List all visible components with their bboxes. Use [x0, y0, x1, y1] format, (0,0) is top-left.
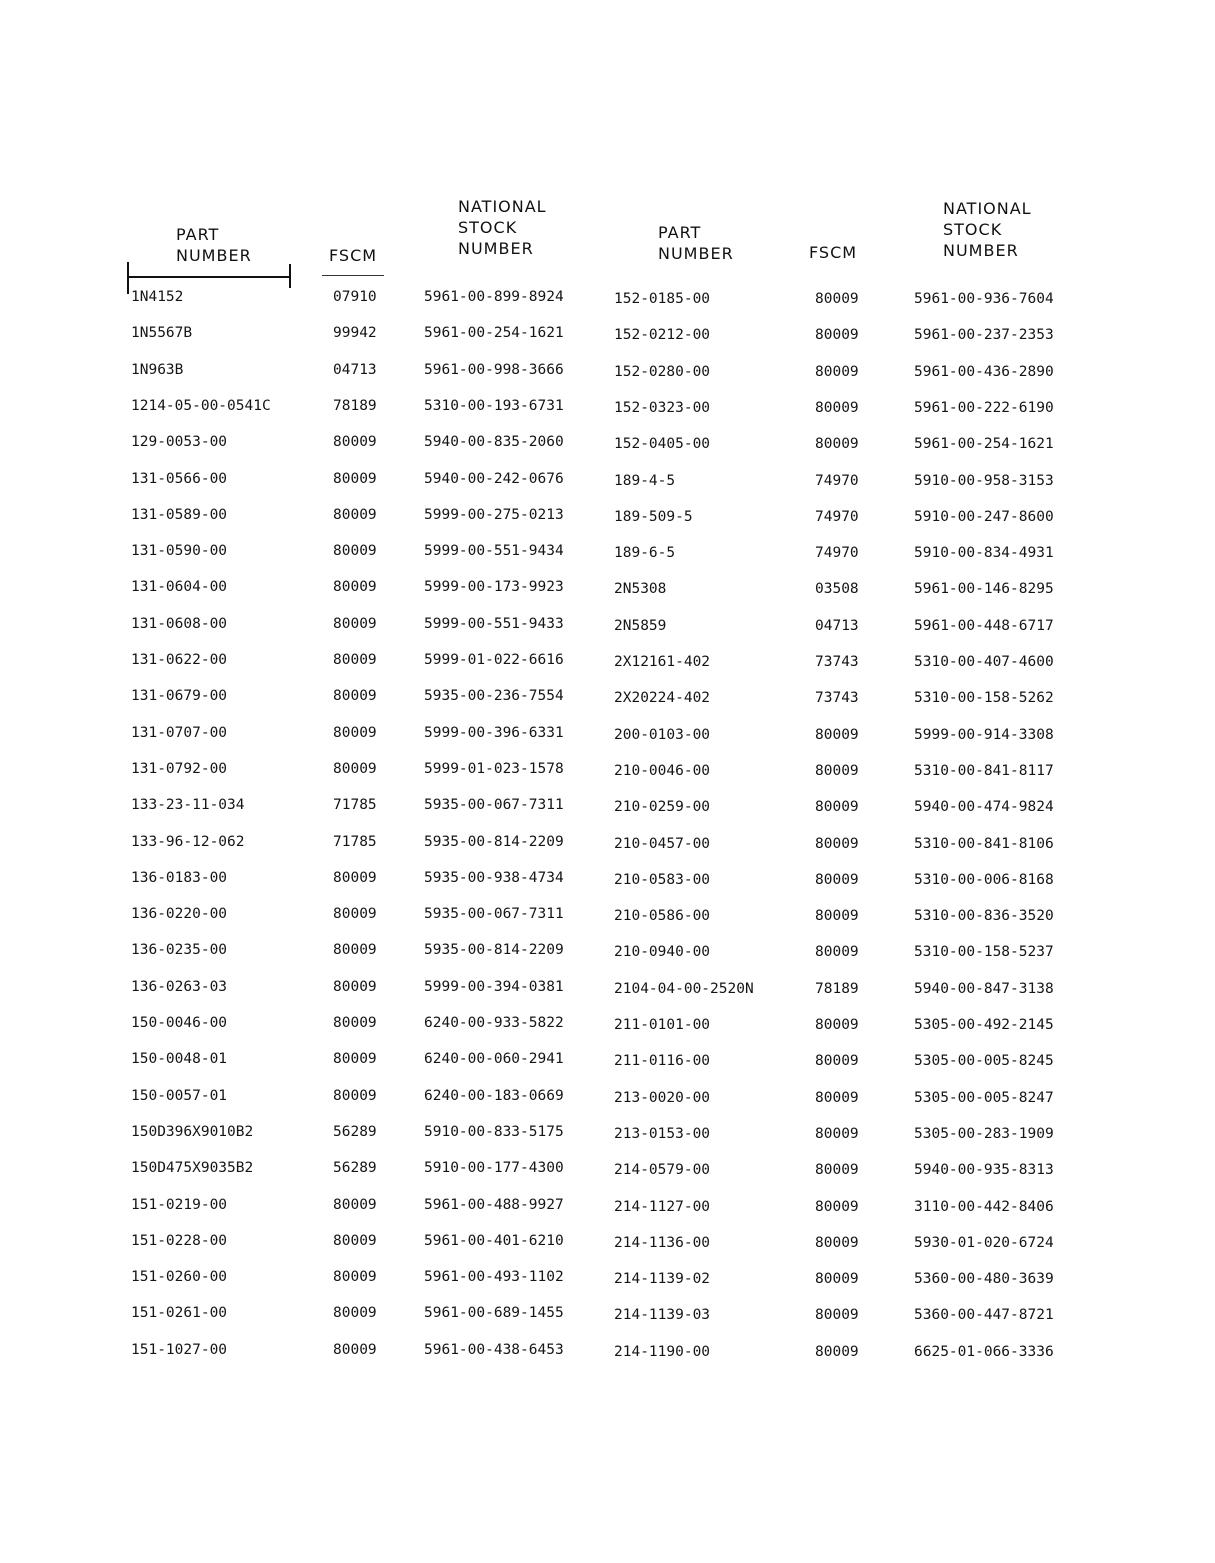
part-rule-right-tick — [289, 264, 291, 288]
left-part-number-cell: 129-0053-00 — [131, 434, 228, 450]
left-part-number-cell: 136-0263-03 — [131, 979, 228, 995]
right-part-number-cell: 214-1190-00 — [614, 1344, 711, 1360]
left-national-stock-number-cell: 5961-00-689-1455 — [424, 1305, 564, 1321]
right-fscm-cell: 74970 — [815, 545, 859, 561]
header-line: PART — [176, 225, 220, 244]
right-fscm-cell: 80009 — [815, 908, 859, 924]
right-national-stock-number-cell: 5961-00-237-2353 — [914, 327, 1054, 343]
right-fscm-cell: 74970 — [815, 509, 859, 525]
right-national-stock-number-cell: 5910-00-834-4931 — [914, 545, 1054, 561]
right-national-stock-number-cell: 5310-00-006-8168 — [914, 872, 1054, 888]
left-part-number-cell: 150D396X9010B2 — [131, 1124, 254, 1140]
right-part-number-cell: 210-0940-00 — [614, 944, 711, 960]
right-fscm-cell: 80009 — [815, 364, 859, 380]
left-national-stock-number-cell: 5961-00-998-3666 — [424, 362, 564, 378]
right-part-number-cell: 213-0153-00 — [614, 1126, 711, 1142]
right-national-stock-number-cell: 5305-00-283-1909 — [914, 1126, 1054, 1142]
right-national-stock-number-cell: 5961-00-254-1621 — [914, 436, 1054, 452]
right-fscm-cell: 80009 — [815, 1053, 859, 1069]
right-fscm-cell: 80009 — [815, 1126, 859, 1142]
right-fscm-cell: 80009 — [815, 1199, 859, 1215]
right-fscm-cell: 73743 — [815, 690, 859, 706]
left-fscm-header — [329, 245, 377, 266]
left-national-stock-number-cell: 5999-01-023-1578 — [424, 761, 564, 777]
right-part-number-cell: 152-0323-00 — [614, 400, 711, 416]
right-fscm-cell: 80009 — [815, 1162, 859, 1178]
right-part-number-cell: 152-0280-00 — [614, 364, 711, 380]
header-line: NUMBER — [943, 241, 1019, 260]
right-national-stock-number-cell: 5310-00-841-8117 — [914, 763, 1054, 779]
header-line: NATIONAL — [458, 197, 547, 216]
part-number-rule — [127, 276, 291, 278]
left-national-stock-number-cell: 5910-00-833-5175 — [424, 1124, 564, 1140]
right-part-number-cell: 210-0046-00 — [614, 763, 711, 779]
right-fscm-cell: 78189 — [815, 981, 859, 997]
right-fscm-cell: 80009 — [815, 872, 859, 888]
right-national-stock-number-cell: 5940-00-935-8313 — [914, 1162, 1054, 1178]
right-fscm-cell: 80009 — [815, 327, 859, 343]
right-national-stock-number-cell: 5310-00-836-3520 — [914, 908, 1054, 924]
left-fscm-cell: 80009 — [333, 434, 377, 450]
right-part-number-cell: 211-0116-00 — [614, 1053, 711, 1069]
fscm-rule — [322, 275, 384, 276]
left-national-stock-number-cell: 5935-00-236-7554 — [424, 688, 564, 704]
left-part-number-cell: 131-0707-00 — [131, 725, 228, 741]
left-national-stock-number-cell: 5999-00-275-0213 — [424, 507, 564, 523]
left-part-number-cell: 151-0219-00 — [131, 1197, 228, 1213]
right-part-number-cell: 214-1127-00 — [614, 1199, 711, 1215]
left-national-stock-number-cell: 5935-00-814-2209 — [424, 834, 564, 850]
left-fscm-cell: 80009 — [333, 579, 377, 595]
right-fscm-cell: 80009 — [815, 836, 859, 852]
left-part-number-cell: 131-0622-00 — [131, 652, 228, 668]
left-part-number-cell: 131-0566-00 — [131, 471, 228, 487]
left-part-number-cell: 131-0590-00 — [131, 543, 228, 559]
left-national-stock-number-cell: 6240-00-183-0669 — [424, 1088, 564, 1104]
right-part-number-cell: 210-0457-00 — [614, 836, 711, 852]
left-fscm-cell: 80009 — [333, 543, 377, 559]
right-national-stock-number-cell: 5961-00-436-2890 — [914, 364, 1054, 380]
left-national-stock-number-cell: 5961-00-488-9927 — [424, 1197, 564, 1213]
header-line: NUMBER — [176, 246, 252, 265]
left-fscm-cell: 99942 — [333, 325, 377, 341]
right-fscm-cell: 80009 — [815, 400, 859, 416]
left-fscm-cell: 78189 — [333, 398, 377, 414]
part-rule-left-tick — [127, 262, 129, 294]
left-part-number-cell: 1N5567B — [131, 325, 193, 341]
right-fscm-cell: 74970 — [815, 473, 859, 489]
left-fscm-cell: 56289 — [333, 1160, 377, 1176]
header-line: NATIONAL — [943, 199, 1032, 218]
left-part-number-cell: 151-0261-00 — [131, 1305, 228, 1321]
left-fscm-cell: 80009 — [333, 471, 377, 487]
left-national-stock-number-cell: 5999-00-551-9433 — [424, 616, 564, 632]
right-fscm-cell: 04713 — [815, 618, 859, 634]
left-national-stock-number-cell: 5999-00-173-9923 — [424, 579, 564, 595]
left-part-number-cell: 1N4152 — [131, 289, 184, 305]
right-fscm-header — [809, 242, 857, 263]
left-part-number-header — [176, 224, 252, 266]
left-national-stock-number-cell: 5310-00-193-6731 — [424, 398, 564, 414]
right-fscm-cell: 80009 — [815, 436, 859, 452]
left-part-number-cell: 150-0057-01 — [131, 1088, 228, 1104]
left-part-number-cell: 150D475X9035B2 — [131, 1160, 254, 1176]
left-part-number-cell: 136-0183-00 — [131, 870, 228, 886]
right-national-stock-number-cell: 5910-00-958-3153 — [914, 473, 1054, 489]
right-part-number-cell: 2X12161-402 — [614, 654, 711, 670]
left-fscm-cell: 80009 — [333, 616, 377, 632]
left-fscm-cell: 71785 — [333, 797, 377, 813]
left-fscm-cell: 80009 — [333, 725, 377, 741]
left-national-stock-number-cell: 5961-00-254-1621 — [424, 325, 564, 341]
left-national-stock-number-cell: 6240-00-933-5822 — [424, 1015, 564, 1031]
left-part-number-cell: 131-0589-00 — [131, 507, 228, 523]
right-fscm-cell: 80009 — [815, 291, 859, 307]
right-part-number-cell: 2104-04-00-2520N — [614, 981, 754, 997]
left-fscm-cell: 80009 — [333, 906, 377, 922]
header-line: STOCK — [458, 218, 518, 237]
left-part-number-cell: 1214-05-00-0541C — [131, 398, 271, 414]
right-national-stock-number-cell: 5930-01-020-6724 — [914, 1235, 1054, 1251]
right-national-stock-number-cell: 5305-00-492-2145 — [914, 1017, 1054, 1033]
left-fscm-cell: 80009 — [333, 942, 377, 958]
right-part-number-cell: 213-0020-00 — [614, 1090, 711, 1106]
right-part-number-cell: 189-509-5 — [614, 509, 693, 525]
right-part-number-cell: 210-0259-00 — [614, 799, 711, 815]
left-fscm-cell: 80009 — [333, 1342, 377, 1358]
left-national-stock-number-cell: 5961-00-899-8924 — [424, 289, 564, 305]
left-fscm-cell: 07910 — [333, 289, 377, 305]
left-part-number-cell: 151-1027-00 — [131, 1342, 228, 1358]
left-part-number-cell: 150-0046-00 — [131, 1015, 228, 1031]
left-part-number-cell: 131-0792-00 — [131, 761, 228, 777]
left-fscm-cell: 56289 — [333, 1124, 377, 1140]
right-national-stock-number-cell: 5360-00-480-3639 — [914, 1271, 1054, 1287]
left-national-stock-number-cell: 5999-00-394-0381 — [424, 979, 564, 995]
right-fscm-cell: 80009 — [815, 1271, 859, 1287]
header-line: NUMBER — [458, 239, 534, 258]
left-national-stock-number-cell: 5961-00-438-6453 — [424, 1342, 564, 1358]
left-part-number-cell: 1N963B — [131, 362, 184, 378]
right-part-number-cell: 214-1139-03 — [614, 1307, 711, 1323]
right-part-number-cell: 210-0583-00 — [614, 872, 711, 888]
right-national-stock-number-cell: 5940-00-474-9824 — [914, 799, 1054, 815]
right-national-stock-number-cell: 5305-00-005-8247 — [914, 1090, 1054, 1106]
right-part-number-cell: 2N5859 — [614, 618, 667, 634]
header-line: STOCK — [943, 220, 1003, 239]
right-national-stock-number-cell: 5940-00-847-3138 — [914, 981, 1054, 997]
left-part-number-cell: 131-0604-00 — [131, 579, 228, 595]
left-part-number-cell: 136-0220-00 — [131, 906, 228, 922]
right-fscm-cell: 73743 — [815, 654, 859, 670]
right-national-stock-number-cell: 5310-00-841-8106 — [914, 836, 1054, 852]
left-fscm-cell: 80009 — [333, 761, 377, 777]
left-national-stock-number-cell: 5961-00-493-1102 — [424, 1269, 564, 1285]
header-line: FSCM — [329, 246, 378, 265]
left-part-number-cell: 133-23-11-034 — [131, 797, 245, 813]
right-fscm-cell: 80009 — [815, 1090, 859, 1106]
right-national-stock-number-cell: 5310-00-158-5237 — [914, 944, 1054, 960]
left-national-stock-number-cell: 5940-00-835-2060 — [424, 434, 564, 450]
left-part-number-cell: 131-0679-00 — [131, 688, 228, 704]
left-part-number-cell: 131-0608-00 — [131, 616, 228, 632]
left-part-number-cell: 151-0260-00 — [131, 1269, 228, 1285]
header-line: PART — [658, 223, 702, 242]
right-national-stock-number-cell: 5961-00-146-8295 — [914, 581, 1054, 597]
right-national-stock-number-cell: 6625-01-066-3336 — [914, 1344, 1054, 1360]
left-national-stock-number-cell: 5935-00-938-4734 — [424, 870, 564, 886]
left-fscm-cell: 80009 — [333, 1088, 377, 1104]
right-part-number-cell: 214-1136-00 — [614, 1235, 711, 1251]
right-fscm-cell: 03508 — [815, 581, 859, 597]
right-national-stock-number-cell: 5310-00-407-4600 — [914, 654, 1054, 670]
right-fscm-cell: 80009 — [815, 1017, 859, 1033]
left-national-stock-number-cell: 5999-00-396-6331 — [424, 725, 564, 741]
left-fscm-cell: 04713 — [333, 362, 377, 378]
left-fscm-cell: 80009 — [333, 870, 377, 886]
left-fscm-cell: 80009 — [333, 1051, 377, 1067]
right-national-stock-number-cell: 5961-00-448-6717 — [914, 618, 1054, 634]
left-national-stock-number-cell: 5999-01-022-6616 — [424, 652, 564, 668]
left-fscm-cell: 80009 — [333, 1233, 377, 1249]
left-national-stock-number-cell: 6240-00-060-2941 — [424, 1051, 564, 1067]
right-national-stock-number-cell: 5305-00-005-8245 — [914, 1053, 1054, 1069]
right-part-number-cell: 189-4-5 — [614, 473, 676, 489]
left-fscm-cell: 71785 — [333, 834, 377, 850]
right-national-stock-number-header — [943, 198, 1032, 261]
right-part-number-cell: 214-1139-02 — [614, 1271, 711, 1287]
right-part-number-header — [658, 222, 734, 264]
left-national-stock-number-cell: 5935-00-067-7311 — [424, 797, 564, 813]
header-line: NUMBER — [658, 244, 734, 263]
left-fscm-cell: 80009 — [333, 1015, 377, 1031]
right-national-stock-number-cell: 5961-00-936-7604 — [914, 291, 1054, 307]
right-fscm-cell: 80009 — [815, 799, 859, 815]
right-part-number-cell: 2N5308 — [614, 581, 667, 597]
left-fscm-cell: 80009 — [333, 1305, 377, 1321]
right-part-number-cell: 2X20224-402 — [614, 690, 711, 706]
right-fscm-cell: 80009 — [815, 1307, 859, 1323]
right-fscm-cell: 80009 — [815, 763, 859, 779]
right-part-number-cell: 210-0586-00 — [614, 908, 711, 924]
left-fscm-cell: 80009 — [333, 979, 377, 995]
right-fscm-cell: 80009 — [815, 1344, 859, 1360]
header-line: FSCM — [809, 243, 858, 262]
left-fscm-cell: 80009 — [333, 1269, 377, 1285]
left-part-number-cell: 136-0235-00 — [131, 942, 228, 958]
right-national-stock-number-cell: 5360-00-447-8721 — [914, 1307, 1054, 1323]
right-part-number-cell: 152-0212-00 — [614, 327, 711, 343]
left-national-stock-number-cell: 5935-00-067-7311 — [424, 906, 564, 922]
right-national-stock-number-cell: 5310-00-158-5262 — [914, 690, 1054, 706]
left-part-number-cell: 133-96-12-062 — [131, 834, 245, 850]
right-part-number-cell: 211-0101-00 — [614, 1017, 711, 1033]
left-national-stock-number-cell: 5999-00-551-9434 — [424, 543, 564, 559]
left-fscm-cell: 80009 — [333, 1197, 377, 1213]
right-fscm-cell: 80009 — [815, 944, 859, 960]
right-fscm-cell: 80009 — [815, 727, 859, 743]
right-part-number-cell: 214-0579-00 — [614, 1162, 711, 1178]
right-national-stock-number-cell: 5999-00-914-3308 — [914, 727, 1054, 743]
left-national-stock-number-cell: 5910-00-177-4300 — [424, 1160, 564, 1176]
left-part-number-cell: 150-0048-01 — [131, 1051, 228, 1067]
right-national-stock-number-cell: 5961-00-222-6190 — [914, 400, 1054, 416]
right-part-number-cell: 152-0185-00 — [614, 291, 711, 307]
left-national-stock-number-cell: 5940-00-242-0676 — [424, 471, 564, 487]
left-national-stock-number-header — [458, 196, 547, 259]
left-national-stock-number-cell: 5935-00-814-2209 — [424, 942, 564, 958]
right-national-stock-number-cell: 3110-00-442-8406 — [914, 1199, 1054, 1215]
left-fscm-cell: 80009 — [333, 688, 377, 704]
right-part-number-cell: 200-0103-00 — [614, 727, 711, 743]
left-national-stock-number-cell: 5961-00-401-6210 — [424, 1233, 564, 1249]
right-part-number-cell: 189-6-5 — [614, 545, 676, 561]
left-fscm-cell: 80009 — [333, 652, 377, 668]
right-national-stock-number-cell: 5910-00-247-8600 — [914, 509, 1054, 525]
right-part-number-cell: 152-0405-00 — [614, 436, 711, 452]
left-part-number-cell: 151-0228-00 — [131, 1233, 228, 1249]
right-fscm-cell: 80009 — [815, 1235, 859, 1251]
left-fscm-cell: 80009 — [333, 507, 377, 523]
